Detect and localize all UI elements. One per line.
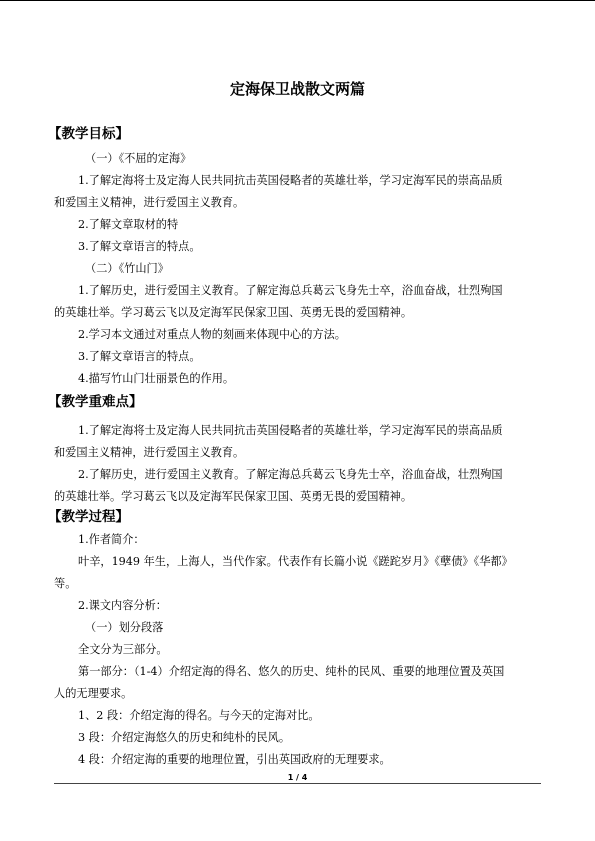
document-title: 定海保卫战散文两篇 [229, 80, 365, 98]
section-heading-teaching-goals: 【教学目标】 [48, 126, 129, 142]
paragraph-line: 3.了解文章语言的特点。 [78, 240, 201, 253]
paragraph-line: 和爱国主义精神，进行爱国主义教育。 [54, 446, 245, 459]
paragraph-line: 的英雄壮举。学习葛云飞以及定海军民保家卫国、英勇无畏的爱国精神。 [54, 490, 413, 503]
paragraph-line: 4 段：介绍定海的重要的地理位置，引出英国政府的无理要求。 [78, 753, 391, 766]
paragraph-line: 3 段：介绍定海悠久的历史和纯朴的民风。 [78, 731, 291, 744]
paragraph-line: 2.学习本文通过对重点人物的刻画来体现中心的方法。 [78, 328, 346, 341]
paragraph-line: 2.了解历史，进行爱国主义教育。了解定海总兵葛云飞身先士卒，浴血奋战，壮烈殉国 [78, 468, 503, 481]
paragraph-line: 1.了解定海将士及定海人民共同抗击英国侵略者的英雄壮举，学习定海军民的崇高品质 [78, 424, 503, 437]
paragraph-line: 1.作者简介： [78, 533, 145, 546]
page-number: 1 / 4 [287, 773, 308, 782]
paragraph-line: 的英雄壮举。学习葛云飞以及定海军民保家卫国、英勇无畏的爱国精神。 [54, 306, 413, 319]
paragraph-line: 人的无理要求。 [54, 687, 133, 700]
subheading-part-two: （二）《竹山门》 [85, 262, 169, 275]
paragraph-line: 2.了解文章取材的特 [78, 218, 179, 231]
paragraph-line: 1、2 段：介绍定海的得名。与今天的定海对比。 [78, 709, 320, 722]
paragraph-line: 等。 [54, 577, 77, 590]
paragraph-line: 全文分为三部分。 [78, 643, 168, 656]
subheading-part-one: （一）《不屈的定海》 [85, 152, 192, 165]
section-heading-teaching-process: 【教学过程】 [48, 509, 129, 525]
paragraph-line: 第一部分：（1-4）介绍定海的得名、悠久的历史、纯朴的民风、重要的地理位置及英国 [78, 665, 505, 678]
paragraph-line: 4.描写竹山门壮丽景色的作用。 [78, 372, 235, 385]
paragraph-line: 3.了解文章语言的特点。 [78, 350, 201, 363]
page-top-border [0, 0, 595, 1]
subheading-paragraph-division: （一）划分段落 [85, 621, 164, 634]
paragraph-line: 1.了解定海将士及定海人民共同抗击英国侵略者的英雄壮举，学习定海军民的崇高品质 [78, 174, 503, 187]
paragraph-line: 1.了解历史，进行爱国主义教育。了解定海总兵葛云飞身先士卒，浴血奋战，壮烈殉国 [78, 284, 503, 297]
paragraph-line: 叶辛，1949 年生，上海人，当代作家。代表作有长篇小说《蹉跎岁月》《孽债》《华都》 [78, 555, 513, 568]
paragraph-line: 2.课文内容分析： [78, 599, 167, 612]
footer-divider [54, 783, 541, 784]
section-heading-key-points: 【教学重难点】 [48, 394, 143, 410]
paragraph-line: 和爱国主义精神，进行爱国主义教育。 [54, 196, 245, 209]
